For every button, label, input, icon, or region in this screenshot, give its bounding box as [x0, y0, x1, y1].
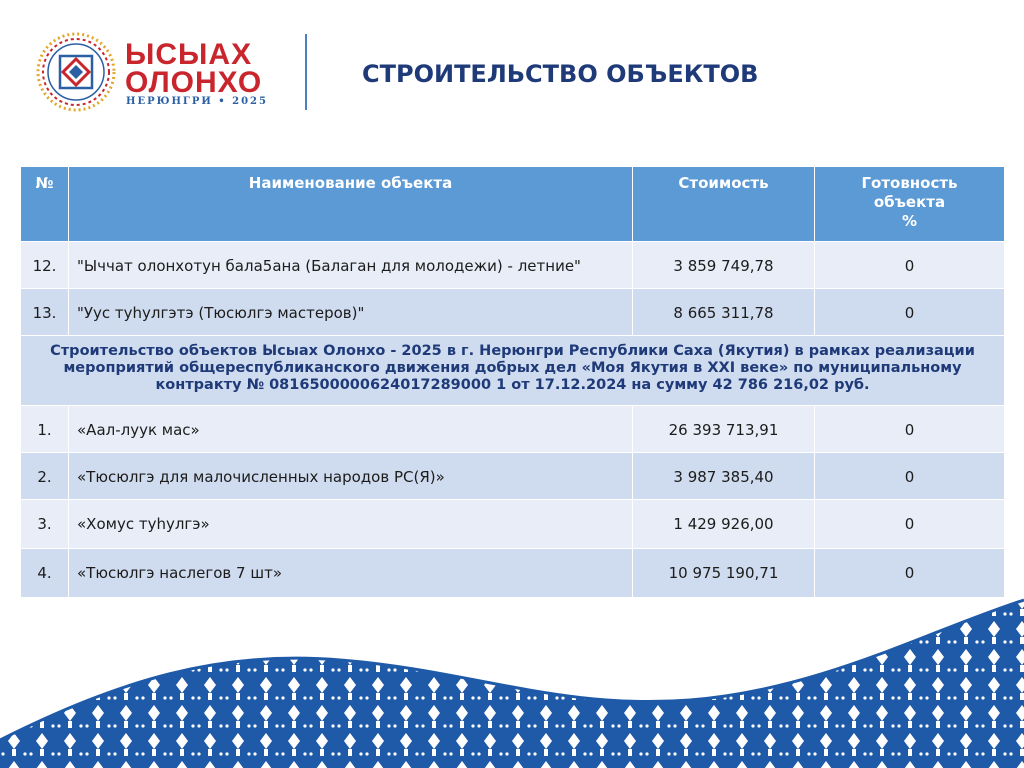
table-row [21, 453, 1005, 500]
section-line1: Строительство объектов Ысыах Олонхо - 2025 в г. Нерюнгри Республики Саха (Якутия) в рамках реализации [50, 343, 975, 359]
ysyakh-olonkho-emblem-icon [36, 32, 116, 112]
row-number: 3. [21, 500, 69, 549]
table-row [21, 406, 1005, 453]
row-cost: 3 987 385,40 [633, 453, 815, 500]
section-line2: мероприятий общереспубликанского движения добрых дел «Моя Якутия в XXI веке» по муниципальному [63, 360, 962, 376]
row-number: 4. [21, 549, 69, 598]
row-readiness: 0 [815, 242, 1005, 289]
header-divider [305, 34, 307, 110]
row-readiness: 0 [815, 289, 1005, 336]
row-readiness: 0 [815, 406, 1005, 453]
table-row [21, 289, 1005, 336]
ornament-wave-decoration [0, 590, 1024, 768]
row-number: 12. [21, 242, 69, 289]
table-header-row [21, 167, 1005, 242]
row-readiness: 0 [815, 500, 1005, 549]
page-title: СТРОИТЕЛЬСТВО ОБЪЕКТОВ [362, 60, 759, 88]
row-number: 2. [21, 453, 69, 500]
header-object-name: Наименование объекта [69, 167, 633, 242]
row-number: 1. [21, 406, 69, 453]
row-object-name: «Тюсюлгэ наслегов 7 шт» [69, 549, 633, 598]
row-object-name: «Хомус туһулгэ» [69, 500, 633, 549]
header-cost: Стоимость [633, 167, 815, 242]
row-object-name: "Ыччат олонхотун бала5ана (Балаган для молодежи) - летние" [69, 242, 633, 289]
row-object-name: "Уус туһулгэтэ (Тюсюлгэ мастеров)" [69, 289, 633, 336]
row-object-name: «Тюсюлгэ для малочисленных народов РС(Я)» [69, 453, 633, 500]
header-readiness-line3: % [901, 212, 918, 230]
row-readiness: 0 [815, 549, 1005, 598]
row-cost: 8 665 311,78 [633, 289, 815, 336]
brand-subtitle: НЕРЮНГРИ • 2025 [126, 96, 268, 107]
row-cost: 10 975 190,71 [633, 549, 815, 598]
row-cost: 3 859 749,78 [633, 242, 815, 289]
section-description [21, 336, 1005, 406]
brand-name-line2: ОЛОНХО [125, 66, 263, 99]
header-readiness-line1: Готовность [861, 174, 958, 192]
header-number: № [21, 167, 69, 242]
section-row [21, 336, 1005, 406]
table-row [21, 500, 1005, 549]
section-line3: контракту № 0816500000624017289000 1 от 17.12.2024 на сумму 42 786 216,02 руб. [155, 377, 870, 393]
table-row [21, 242, 1005, 289]
row-object-name: «Аал-луук мас» [69, 406, 633, 453]
row-number: 13. [21, 289, 69, 336]
header-readiness [815, 167, 1005, 242]
row-cost: 1 429 926,00 [633, 500, 815, 549]
row-readiness: 0 [815, 453, 1005, 500]
header-readiness-line2: объекта [873, 193, 946, 211]
objects-table [20, 166, 1005, 598]
brand-name-line1: ЫСЫАХ [125, 38, 253, 71]
row-cost: 26 393 713,91 [633, 406, 815, 453]
